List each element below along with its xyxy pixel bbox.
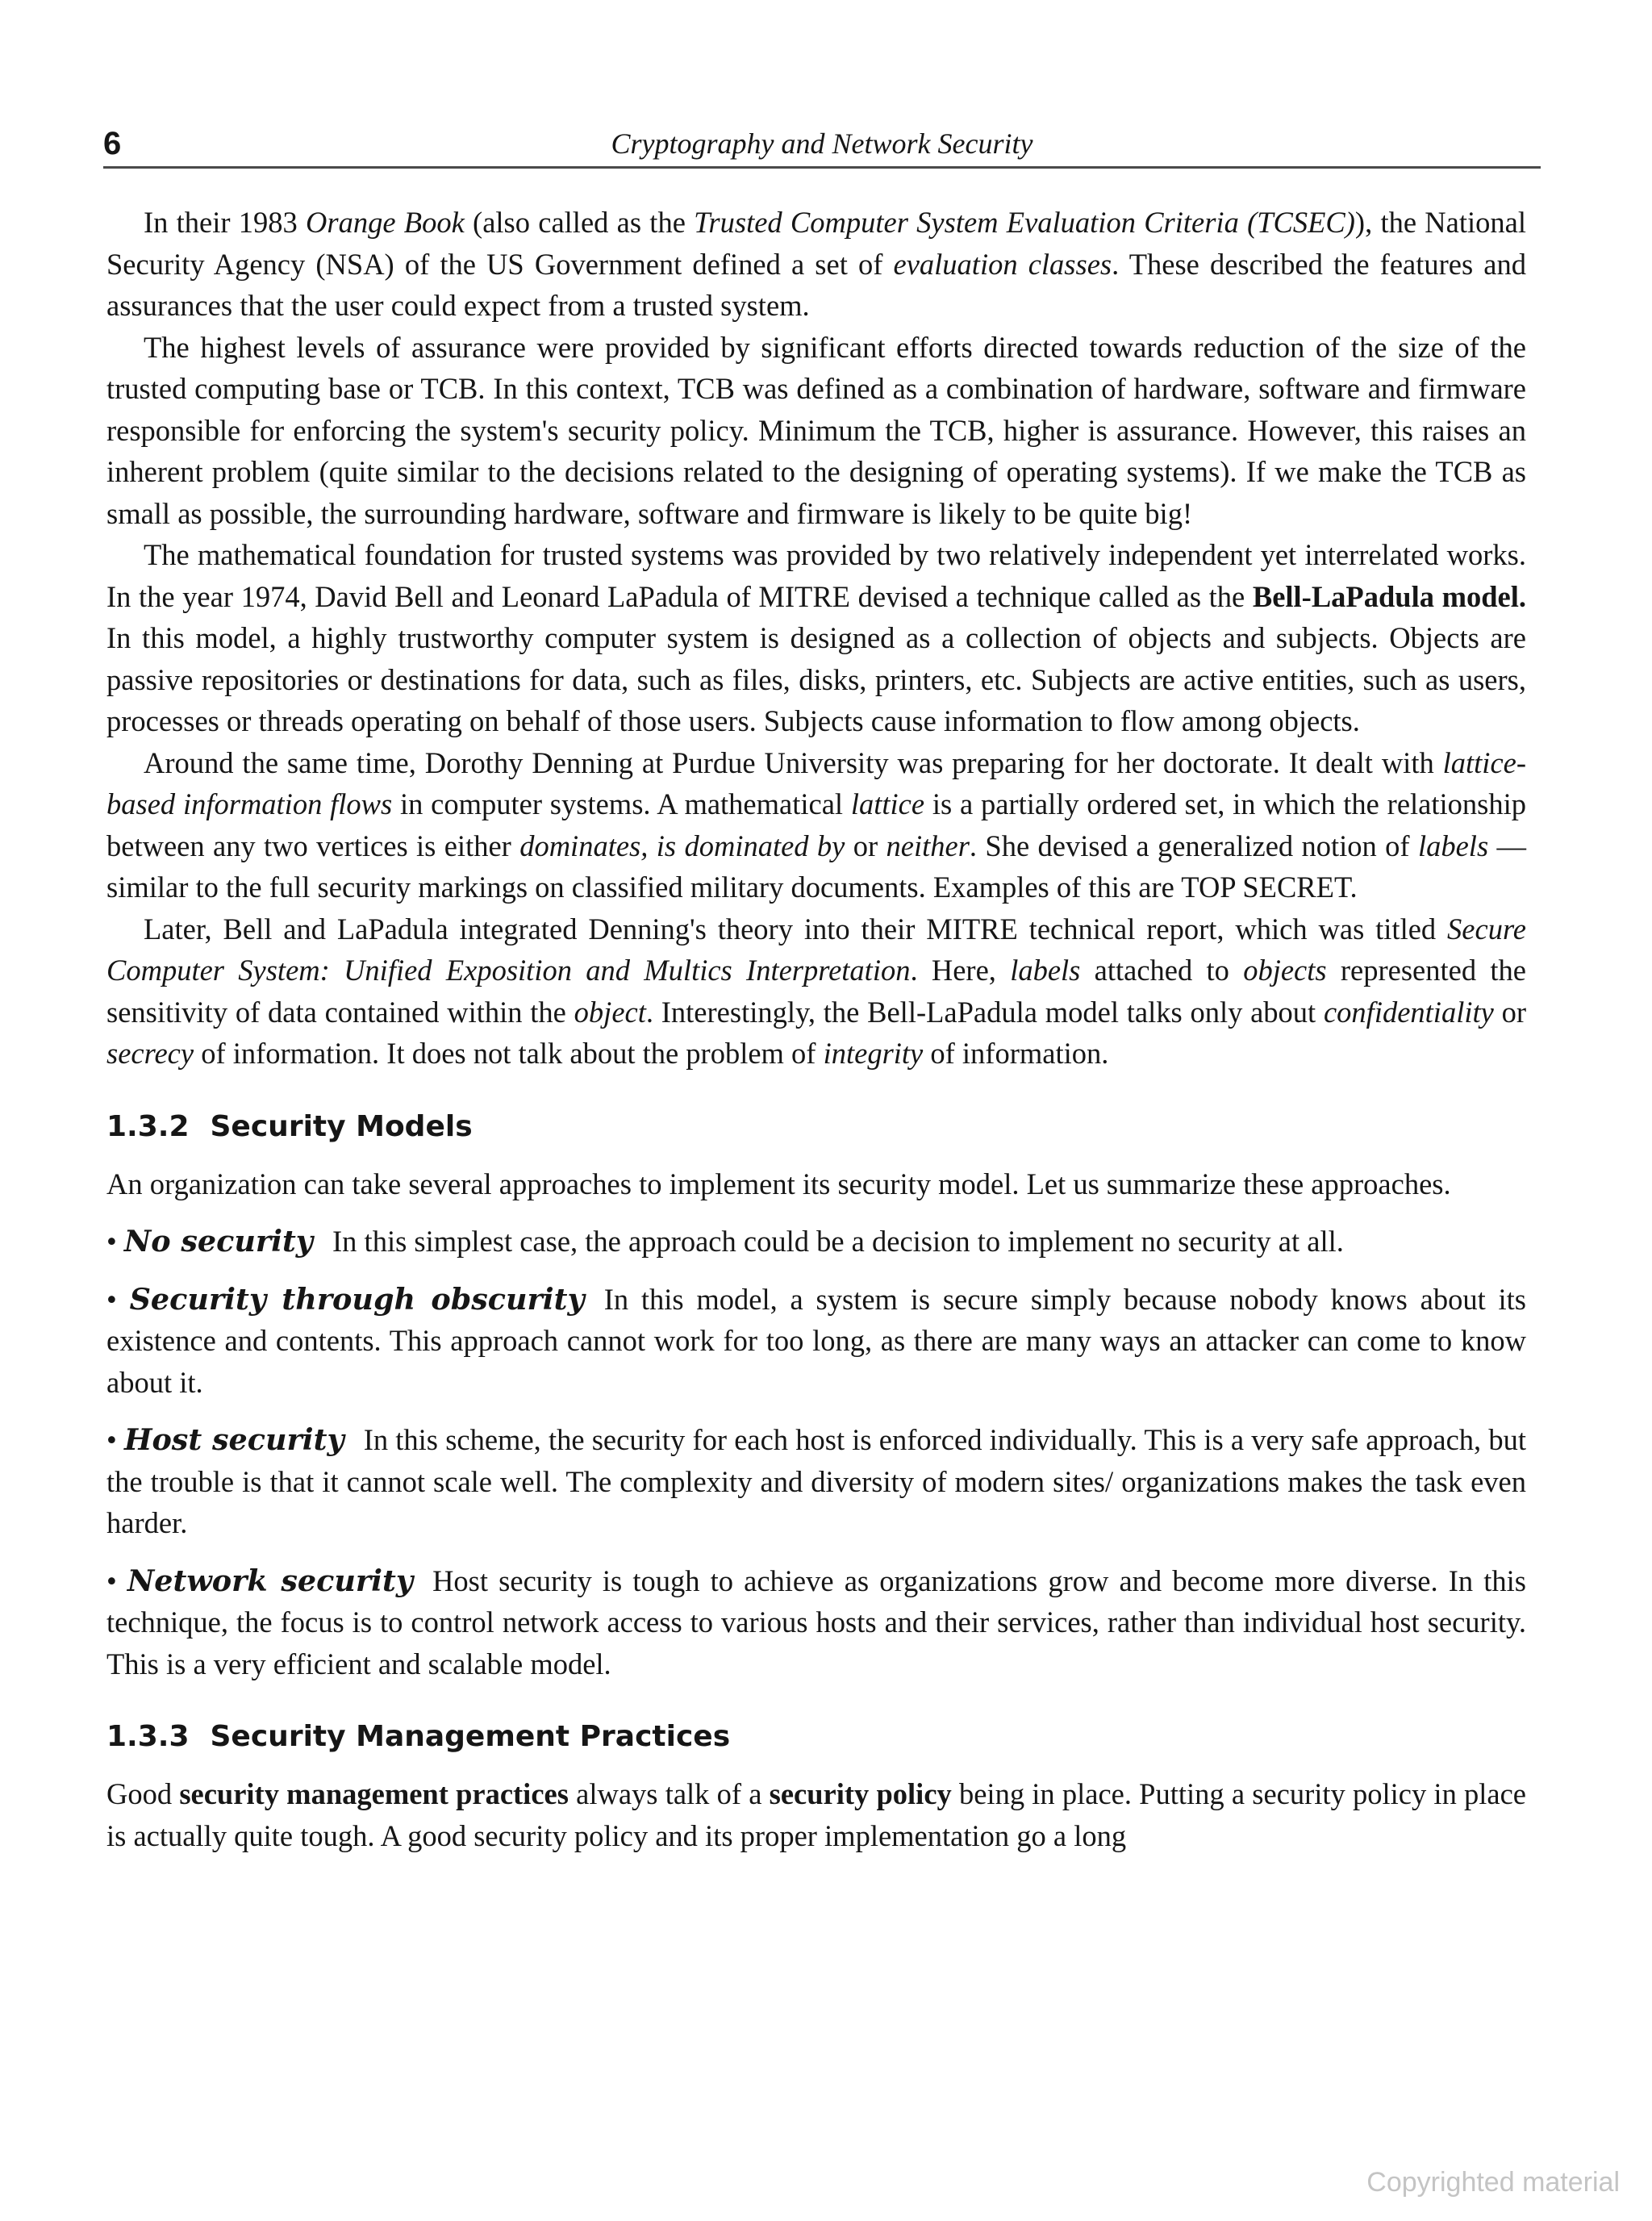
page-body — [106, 202, 1526, 1856]
bullet-term: Network security — [127, 1563, 414, 1598]
paragraph-bell-lapadula: The mathematical foundation for trusted systems was provided by two relatively independent yet interrelated works. In the year 1974, David Bell and Leonard LaPadula of MITRE devised a technique called as the Bell-LaPadula model. In this model, a highly trustworthy computer system is designed as a collection of objects and subjects. Objects are passive repositories or destinations for data, such as files, disks, printers, etc. Subjects are active entities, such as users, processes or threads operating on behalf of those users. Subjects cause information to flow among objects. — [106, 538, 1526, 737]
bullet-text: In this model, a system is secure simply because nobody knows about its existence and contents. This approach cannot work for too long, as there are many ways an attacker can come to know about it. — [106, 1282, 1527, 1399]
bullet-text: In this simplest case, the approach could be a decision to implement no security at all. — [332, 1225, 1344, 1258]
bullet-marker: • — [106, 1563, 117, 1597]
section-heading-security-management — [106, 1717, 1526, 1757]
bullet-host-security — [106, 1419, 1526, 1544]
section-number: 1.3.2 — [106, 1109, 190, 1143]
page-number: 6 — [103, 126, 122, 161]
paragraph-security-management: Good security management practices always talk of a security policy being in place. Putting a security policy in place is actually quite tough. A good security policy and its proper implementation go a long — [106, 1777, 1527, 1852]
bullet-network-security — [106, 1560, 1526, 1685]
bullet-marker: • — [106, 1423, 117, 1456]
bullet-text: In this scheme, the security for each host is enforced individually. This is a very safe approach, but the trouble is that it cannot scale well. The complexity and diversity of modern sites/ organizations makes the task even harder. — [106, 1423, 1527, 1539]
bullet-term: Security through obscurity — [129, 1281, 585, 1317]
security-models-intro: An organization can take several approaches to implement its security model. Let us summarize these approaches. — [106, 1167, 1451, 1200]
bullet-term: Host security — [123, 1422, 344, 1457]
paragraph-mitre-report: Later, Bell and LaPadula integrated Denning's theory into their MITRE technical report, which was titled Secure Computer System: Unified Exposition and Multics Interpretation. Here, labels attached to objects represented the sensitivity of data contained within the object. Interestingly, the Bell-LaPadula model talks only about confidentiality or secrecy of information. It does not talk about the problem of integrity of information. — [106, 912, 1527, 1070]
section-heading-security-models — [106, 1107, 1526, 1147]
section-title: Security Management Practices — [210, 1720, 731, 1753]
bullet-marker: • — [106, 1225, 117, 1258]
bullet-term: No security — [123, 1224, 314, 1259]
section-number: 1.3.3 — [106, 1720, 190, 1753]
bullet-no-security — [106, 1221, 1526, 1263]
paragraph-orange-book: In their 1983 Orange Book (also called as the Trusted Computer System Evaluation Criteria (TCSEC)), the National Security Agency (NSA) of the US Government defined a set of evaluation classes. These described the features and assurances that the user could expect from a trusted system. — [106, 206, 1527, 322]
paragraph-denning: Around the same time, Dorothy Denning at Purdue University was preparing for her doctorate. It dealt with lattice-based information flows in computer systems. A mathematical lattice is a partially ordered set, in which the relationship between any two vertices is either dominates, is dominated by or neither. She devised a generalized notion of labels — similar to the full security markings on classified military documents. Examples of this are TOP SECRET. — [106, 745, 1527, 904]
bullet-marker: • — [106, 1282, 117, 1316]
bullet-security-through-obscurity — [106, 1279, 1526, 1404]
section-title: Security Models — [210, 1109, 473, 1143]
bullet-text: Host security is tough to achieve as organizations grow and become more diverse. In this technique, the focus is to control network access to various hosts and their services, rather than individual host security. This is a very efficient and scalable model. — [106, 1563, 1527, 1680]
paragraph-tcb: The highest levels of assurance were provided by significant efforts directed towards reduction of the size of the trusted computing base or TCB. In this context, TCB was defined as a combination of hardware, software and firmware responsible for enforcing the system's security policy. Minimum the TCB, higher is assurance. However, this raises an inherent problem (quite similar to the decisions related to the designing of operating systems). If we make the TCB as small as possible, the surrounding hardware, software and firmware is likely to be quite big! — [106, 330, 1526, 530]
running-header — [103, 123, 1541, 169]
copyright-watermark: Copyrighted material — [1366, 2167, 1620, 2198]
book-title: Cryptography and Network Security — [611, 127, 1033, 160]
